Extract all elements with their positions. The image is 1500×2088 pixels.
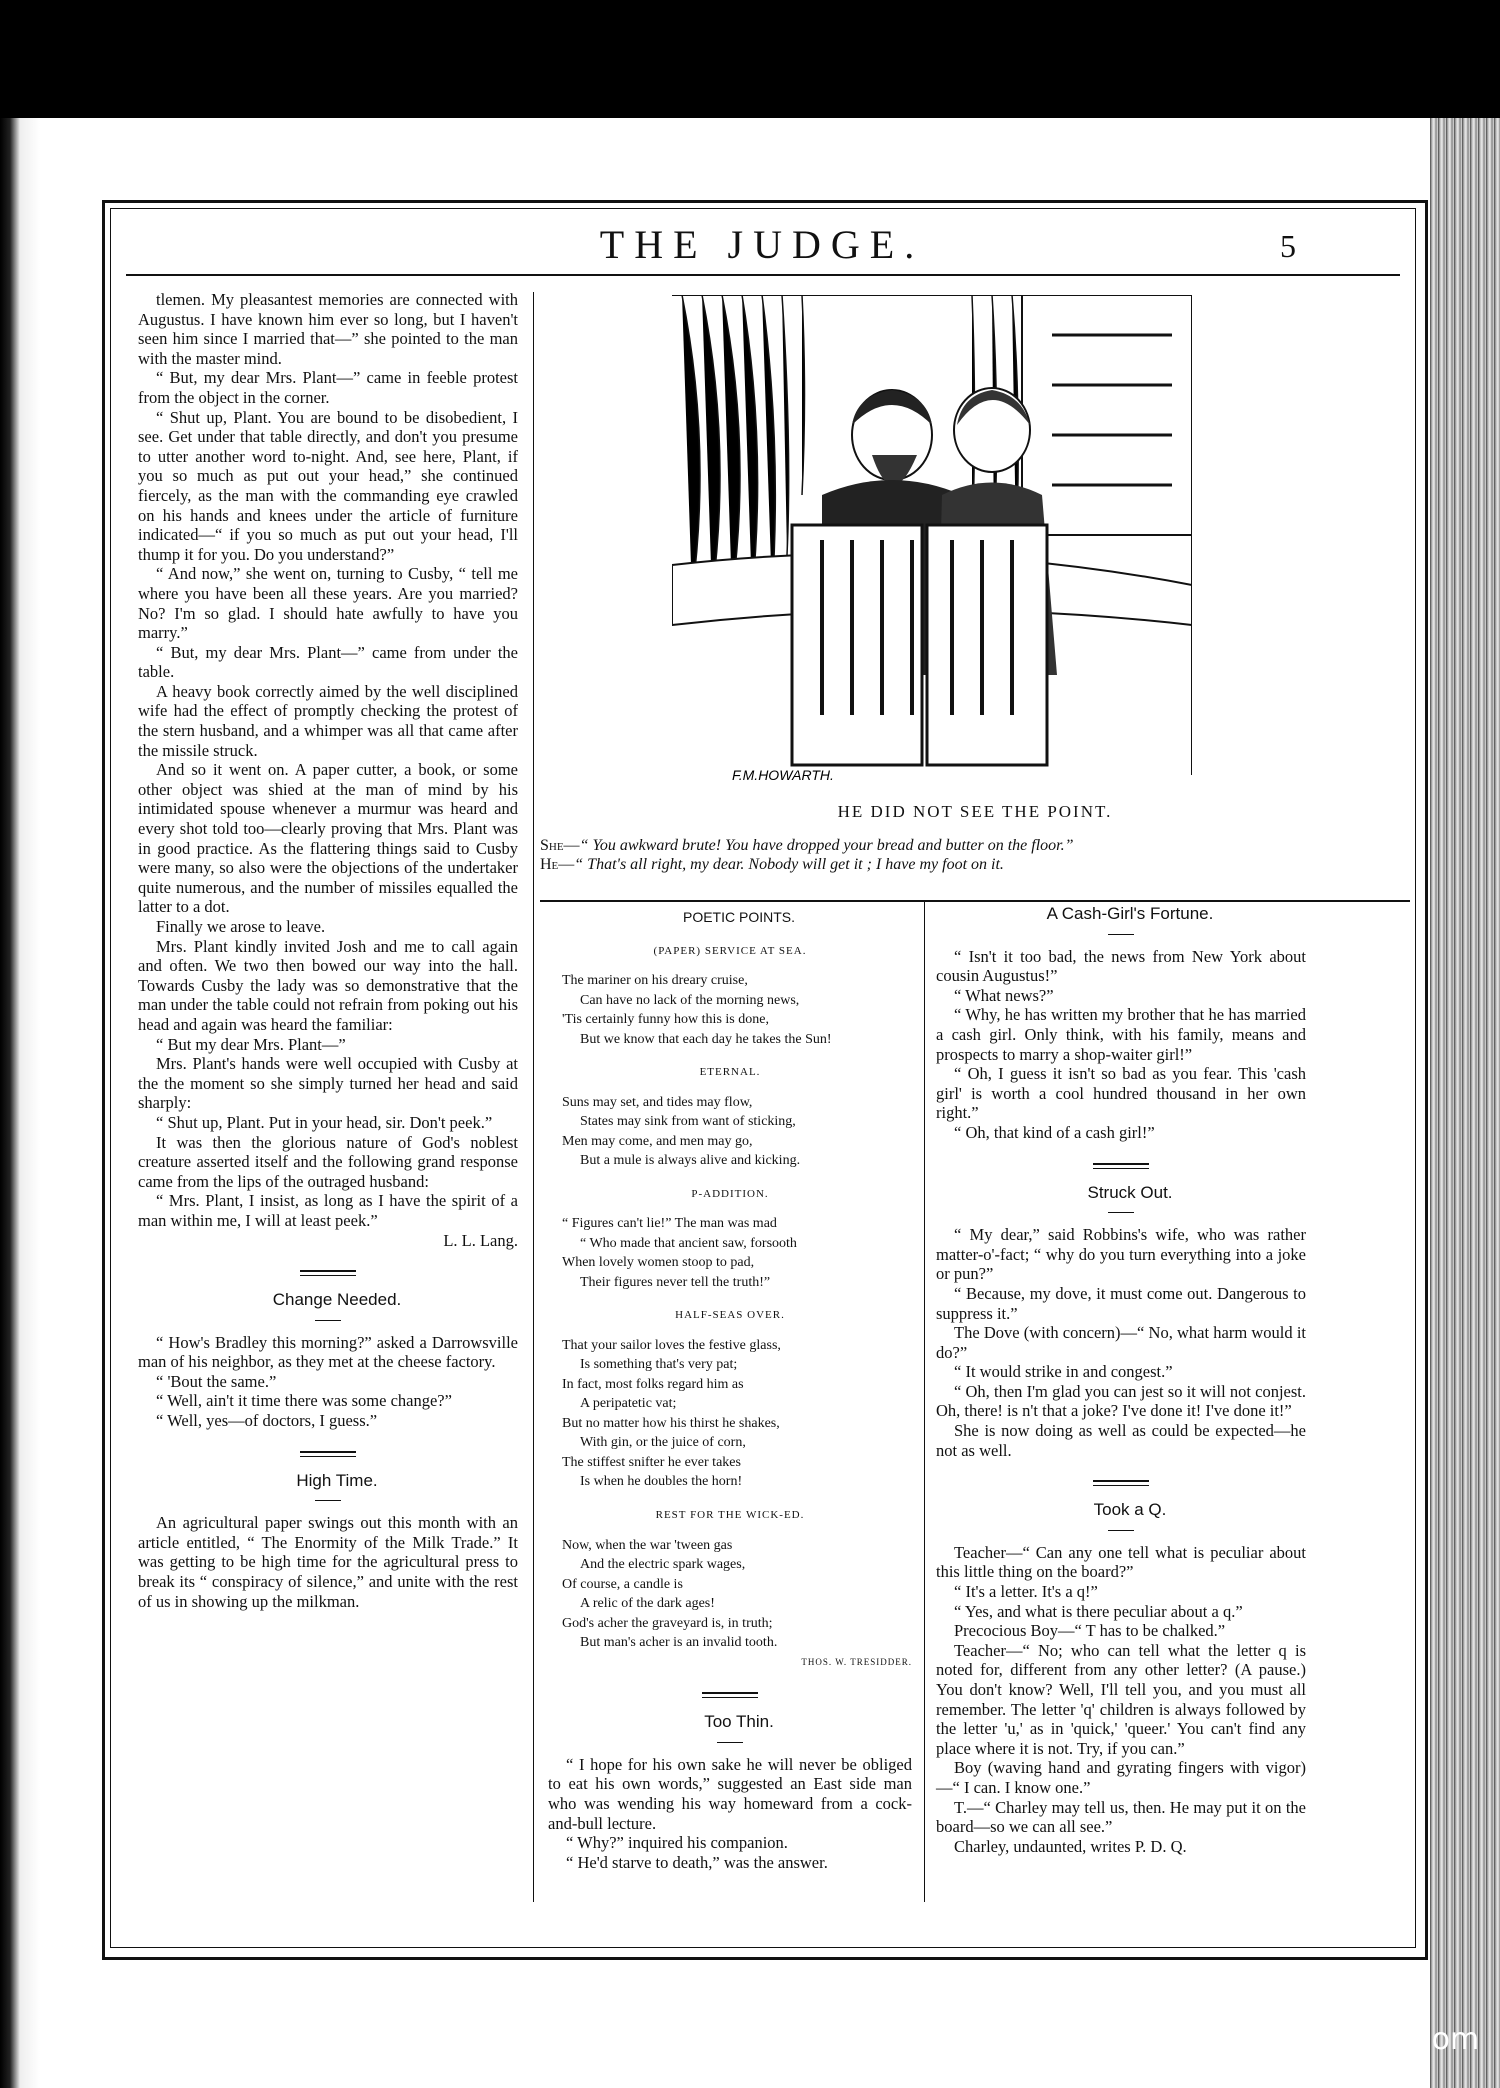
- section-rule: [1093, 1163, 1149, 1169]
- caption-dialogue: “ That's all right, my dear. Nobody will get it ; I have my foot on it.: [574, 856, 1004, 873]
- column-right: [936, 904, 1306, 1856]
- section-rule: [300, 1451, 356, 1457]
- paragraph: Charley, undaunted, writes P. D. Q.: [954, 1836, 1187, 1856]
- poem-line: That your sailor loves the festive glass,: [562, 1337, 781, 1353]
- poem-line: Is when he doubles the horn!: [580, 1474, 743, 1490]
- paragraph: “ Well, ain't it time there was some change?”: [156, 1391, 452, 1411]
- poem-line: But a mule is always alive and kicking.: [580, 1153, 801, 1169]
- poem-line: Now, when the war 'tween gas: [562, 1537, 733, 1553]
- paragraph: Finally we arose to leave.: [156, 917, 326, 936]
- paragraph: The Dove (with concern)—“ No, what harm would it do?”: [936, 1323, 1306, 1362]
- dash-rule: [1108, 1530, 1134, 1531]
- story-text: [548, 1755, 912, 1873]
- poem-line: A peripatetic vat;: [580, 1396, 677, 1412]
- section-rule: [702, 1692, 758, 1698]
- story-text: [936, 1225, 1306, 1460]
- poem-line: Men may come, and men may go,: [562, 1133, 753, 1149]
- poem-heading: HALF-SEAS OVER.: [675, 1309, 785, 1322]
- paragraph: “ Isn't it too bad, the news from New York about cousin Augustus!”: [936, 946, 1306, 986]
- column-divider: [924, 902, 925, 1902]
- paragraph: “ But my dear Mrs. Plant—”: [156, 1034, 346, 1054]
- paragraph: “ Shut up, Plant. Put in your head, sir. Don't peek.”: [156, 1112, 493, 1132]
- poem-body: [548, 1336, 912, 1492]
- masthead-title: THE JUDGE.: [599, 222, 925, 267]
- paragraph: “ Why, he has written my brother that he has married a cash girl. Only think, with his family, means and prospects to marry a shop-waiter girl!”: [936, 1005, 1306, 1064]
- paragraph: And so it went on. A paper cutter, a book, or some other object was shied at the man of mind by his intimidated spouse whenever a murmur was heard and every shot told too—clearly proving that Mrs. Plant was in good practice. As the flattering things said to Cusby were many, so also were the objections of the undertaker quite numerous, and the number of missiles equalled the latter to a dot.: [138, 760, 518, 917]
- poem-line: And the electric spark wages,: [580, 1557, 746, 1573]
- poem-body: [548, 1536, 912, 1653]
- story-text: [138, 290, 518, 1231]
- paragraph: Precocious Boy—“ T has to be chalked.”: [954, 1621, 1226, 1641]
- story-text: [138, 1333, 518, 1431]
- section-rule: [300, 1270, 356, 1276]
- poem-line: The mariner on his dreary cruise,: [562, 973, 748, 989]
- column-divider: [533, 292, 534, 1902]
- headline-too-thin: Too Thin.: [704, 1712, 774, 1732]
- paragraph: “ Well, yes—of doctors, I guess.”: [156, 1411, 378, 1431]
- page-number: 5: [1280, 228, 1296, 264]
- poem-line: Suns may set, and tides may flow,: [562, 1094, 753, 1110]
- headline-took-a-q: Took a Q.: [1093, 1500, 1167, 1520]
- paragraph: “ 'Bout the same.”: [156, 1371, 277, 1391]
- paragraph: Mrs. Plant's hands were well occupied with Cusby at the the moment so she simply turned her head and said sharply:: [138, 1054, 518, 1113]
- paragraph: “ What news?”: [954, 985, 1054, 1005]
- caption-rule: [540, 900, 1410, 902]
- paragraph: “ But, my dear Mrs. Plant—” came in feeble protest from the object in the corner.: [138, 368, 518, 407]
- poem-line: Is something that's very pat;: [580, 1357, 738, 1373]
- paragraph: tlemen. My pleasantest memories are connected with Augustus. I have known him ever so long, but I haven't seen him since I married that—” she pointed to the man with the master mind.: [138, 290, 518, 368]
- headline-change-needed: Change Needed.: [272, 1290, 402, 1310]
- poem-heading: P-ADDITION.: [691, 1187, 769, 1200]
- paragraph: “ Yes, and what is there peculiar about a q.”: [954, 1601, 1243, 1621]
- column-left: [138, 290, 518, 1611]
- dash-rule: [1108, 1212, 1134, 1213]
- story-text: [936, 1543, 1306, 1857]
- paragraph: A heavy book correctly aimed by the well disciplined wife had the effect of promptly checking the protest of the stern husband, and a whimper was all that came after the missile struck.: [138, 681, 518, 760]
- poem-line: When lovely women stoop to pad,: [562, 1255, 755, 1271]
- paragraph: “ He'd starve to death,” was the answer.: [566, 1852, 828, 1872]
- poem-heading: REST FOR THE WICK-ED.: [655, 1508, 805, 1521]
- paragraph: Boy (waving hand and gyrating fingers with vigor)—“ I can. I know one.”: [936, 1758, 1306, 1797]
- masthead-rule: [126, 274, 1400, 276]
- poem-heading: ETERNAL.: [699, 1066, 761, 1079]
- headline-struck-out: Struck Out.: [1087, 1182, 1173, 1202]
- byline: L. L. Lang.: [443, 1230, 518, 1250]
- paragraph: She is now doing as well as could be expected—he not as well.: [936, 1421, 1306, 1460]
- headline-high-time: High Time.: [296, 1470, 378, 1490]
- poem-body: [548, 1093, 912, 1171]
- poem-line: Can have no lack of the morning news,: [580, 992, 800, 1008]
- cartoon-illustration: [672, 295, 1192, 795]
- paragraph: “ And now,” she went on, turning to Cusby, “ tell me where you have been all these years. Are you married? No? I'm so glad. I should hate awfully to have you marry.”: [138, 564, 518, 643]
- site-watermark: comicbooks.com: [1228, 2022, 1480, 2057]
- poem-list: [548, 942, 912, 1653]
- paragraph: “ Oh, that kind of a cash girl!”: [954, 1122, 1155, 1142]
- poem-line: The stiffest snifter he ever takes: [562, 1454, 741, 1470]
- poem-line: God's acher the graveyard is, in truth;: [562, 1615, 773, 1631]
- poem-line: In fact, most folks regard him as: [562, 1376, 744, 1392]
- speaker-label: He—: [540, 856, 575, 873]
- story-text: An agricultural paper swings out this month with an article entitled, “ The Enormity of the Milk Trade.” It was getting to be high time for the agricultural press to break its “ conspiracy of silence,” and unite with the rest of us in showing up the milkman.: [138, 1513, 518, 1611]
- paragraph: T.—“ Charley may tell us, then. He may put it on the board—so we can all see.”: [936, 1797, 1306, 1837]
- poem-line: States may sink from want of sticking,: [580, 1114, 796, 1130]
- paragraph: “ Because, my dove, it must come out. Dangerous to suppress it.”: [936, 1283, 1306, 1323]
- poem-line: Of course, a candle is: [562, 1576, 683, 1592]
- page-stack-edge: [1430, 118, 1500, 2088]
- story-text: [936, 947, 1306, 1143]
- poem-line: But man's acher is an invalid tooth.: [580, 1635, 778, 1651]
- headline-poetic-points: POETIC POINTS.: [682, 909, 795, 925]
- poem-line: With gin, or the juice of corn,: [580, 1435, 746, 1451]
- paragraph: “ Oh, I guess it isn't so bad as you fear. This 'cash girl' is worth a cool hundred thousand in her own right.”: [936, 1064, 1306, 1123]
- paragraph: “ Shut up, Plant. You are bound to be disobedient, I see. Get under that table directly, and don't you presume to utter another word to-night. And, see here, Plant, if you so much as put out your head,” she continued fiercely, as the man with the commanding eye crawled on his hands and knees under the article of furniture indicated—“ if you so much as put out your head, I'll thump it for you. Do you understand?”: [138, 407, 518, 564]
- paragraph: “ I hope for his own sake he will never be obliged to eat his own words,” suggested an East side man who was wending his way homeward from a cock-and-bull lecture.: [548, 1754, 912, 1833]
- paragraph: “ It would strike in and congest.”: [954, 1362, 1173, 1382]
- caption-title: HE DID NOT SEE THE POINT.: [837, 802, 1113, 821]
- paragraph: “ My dear,” said Robbins's wife, who was rather matter-o'-fact; “ why do you turn everything into a joke or pun?”: [936, 1225, 1306, 1284]
- column-middle: [548, 908, 912, 1872]
- paragraph: “ Mrs. Plant, I insist, as long as I have the spirit of a man within me, I will at least peek.”: [138, 1191, 518, 1230]
- speaker-label: She—: [540, 837, 580, 854]
- dash-rule: [1108, 934, 1134, 935]
- poem-line: 'Tis certainly funny how this is done,: [562, 1012, 769, 1028]
- poem-line: “ Figures can't lie!” The man was mad: [562, 1216, 777, 1232]
- paragraph: “ Oh, then I'm glad you can jest so it will not conjest. Oh, there! is n't that a joke? I've done it! I've done it!”: [936, 1381, 1306, 1421]
- dash-rule: [315, 1500, 341, 1501]
- caption-line-she: [540, 836, 1410, 855]
- caption-line-he: [540, 855, 1410, 874]
- paragraph: “ But, my dear Mrs. Plant—” came from under the table.: [138, 642, 518, 682]
- paragraph: It was then the glorious nature of God's noblest creature asserted itself and the following grand response came from the lips of the outraged husband:: [138, 1132, 518, 1191]
- headline-cash-girl: A Cash-Girl's Fortune.: [1046, 904, 1214, 923]
- poem-line: A relic of the dark ages!: [580, 1596, 715, 1612]
- paragraph: “ How's Bradley this morning?” asked a Darrowsville man of his neighbor, as they met at the cheese factory.: [138, 1332, 518, 1372]
- poem-line: Their figures never tell the truth!”: [580, 1274, 771, 1290]
- poem-heading: (PAPER) SERVICE AT SEA.: [653, 944, 807, 957]
- artist-signature: F.M.HOWARTH.: [732, 767, 834, 783]
- byline: THOS. W. TRESIDDER.: [801, 1656, 912, 1667]
- caption-dialogue: “ You awkward brute! You have dropped your bread and butter on the floor.”: [579, 837, 1074, 854]
- paragraph: Mrs. Plant kindly invited Josh and me to call again and often. We two then bowed our way into the hall. Towards Cusby the lady was so demonstrative that the man under the table could not refrain from poking out his head and again was heard the familiar:: [138, 936, 518, 1034]
- dash-rule: [717, 1742, 743, 1743]
- paragraph: Teacher—“ No; who can tell what the letter q is noted for, different from any other letter? (A pause.) You don't know? Well, I'll tell you, and you must all remember. The letter 'q' children is always followed by the letter 'u,' as in 'quick,' 'queer.' You can't find any place where it is not. Try, if you can.”: [936, 1640, 1306, 1758]
- paragraph: Teacher—“ Can any one tell what is peculiar about this little thing on the board?”: [936, 1542, 1306, 1582]
- cartoon-caption: [540, 802, 1410, 874]
- section-rule: [1093, 1480, 1149, 1486]
- book-spine-edge: [0, 118, 40, 2088]
- dash-rule: [315, 1320, 341, 1321]
- poem-line: But we know that each day he takes the Sun!: [580, 1031, 832, 1047]
- poem-line: But no matter how his thirst he shakes,: [562, 1415, 780, 1431]
- poem-line: “ Who made that ancient saw, forsooth: [580, 1235, 797, 1251]
- paragraph: “ It's a letter. It's a q!”: [954, 1582, 1098, 1602]
- paragraph: “ Why?” inquired his companion.: [566, 1833, 788, 1853]
- poem-body: [548, 1214, 912, 1292]
- poem-body: [548, 971, 912, 1049]
